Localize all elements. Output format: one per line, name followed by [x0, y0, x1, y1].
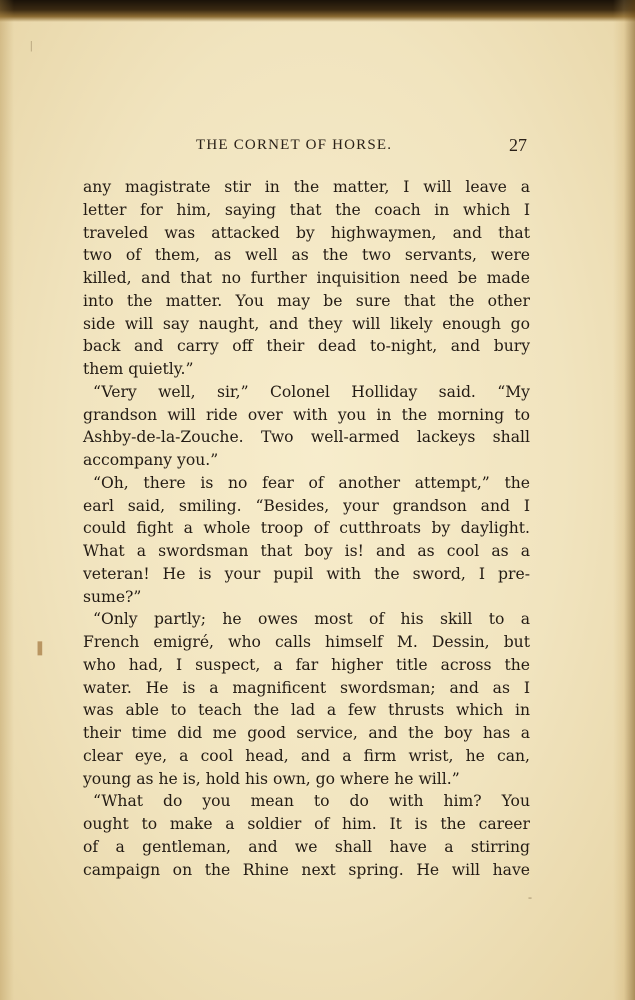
- text-line: letter for him, saying that the coach in which I: [83, 200, 530, 219]
- text-line: “Only partly; he owes most of his skill to a: [93, 610, 530, 629]
- text-line: “Very well, sir,” Colonel Holliday said. “My: [93, 382, 530, 401]
- text-line: veteran! He is your pupil with the sword, I pre-: [83, 564, 530, 583]
- text-line: grandson will ride over with you in the morning to: [83, 405, 530, 424]
- text-line: them quietly.”: [83, 360, 194, 378]
- text-line: could fight a whole troop of cutthroats by daylight.: [83, 519, 530, 538]
- text-line: clear eye, a cool head, and a firm wrist, he can,: [83, 746, 530, 765]
- text-line: ought to make a soldier of him. It is the career: [83, 815, 530, 833]
- text-line: into the matter. You may be sure that the other: [83, 291, 530, 310]
- text-line: accompany you.”: [83, 451, 219, 469]
- text-line: of a gentleman, and we shall have a stirring: [83, 837, 530, 856]
- text-line: side will say naught, and they will likely enough go: [83, 314, 530, 333]
- text-line: French emigré, who calls himself M. Dessin, but: [83, 633, 530, 651]
- text-line: killed, and that no further inquisition need be made: [83, 269, 530, 287]
- margin-speck: |: [30, 38, 33, 52]
- running-title: THE CORNET OF HORSE.: [196, 137, 393, 153]
- text-line: back and carry off their dead to-night, and bury: [83, 337, 530, 356]
- text-line: sume?”: [83, 587, 142, 606]
- text-line: two of them, as well as the two servants, were: [83, 246, 530, 265]
- margin-speck: ❚: [34, 641, 46, 656]
- text-line: What a swordsman that boy is! and as cool as a: [83, 542, 530, 560]
- text-line: young as he is, hold his own, go where he will.”: [83, 769, 460, 788]
- page-right-edge-shadow: [613, 0, 635, 1000]
- text-line: earl said, smiling. “Besides, your grandson and I: [83, 496, 530, 515]
- text-line: campaign on the Rhine next spring. He will have: [83, 860, 530, 879]
- body-text: [83, 176, 530, 881]
- text-line: was able to teach the lad a few thrusts which in: [83, 701, 530, 720]
- text-line: “What do you mean to do with him? You: [93, 792, 530, 811]
- margin-speck: -: [528, 890, 532, 904]
- text-line: any magistrate stir in the matter, I will leave a: [83, 178, 530, 196]
- text-line: Ashby-de-la-Zouche. Two well-armed lackeys shall: [83, 428, 530, 447]
- text-line: who had, I suspect, a far higher title across the: [83, 655, 530, 674]
- text-line: “Oh, there is no fear of another attempt,” the: [93, 473, 530, 492]
- page-number: 27: [509, 135, 527, 155]
- page-top-edge-shadow: [0, 0, 635, 22]
- page-left-edge-shadow: [0, 0, 14, 1000]
- text-line: traveled was attacked by highwaymen, and that: [83, 223, 530, 242]
- text-line: water. He is a magnificent swordsman; and as I: [83, 678, 530, 697]
- text-line: their time did me good service, and the boy has a: [83, 724, 530, 742]
